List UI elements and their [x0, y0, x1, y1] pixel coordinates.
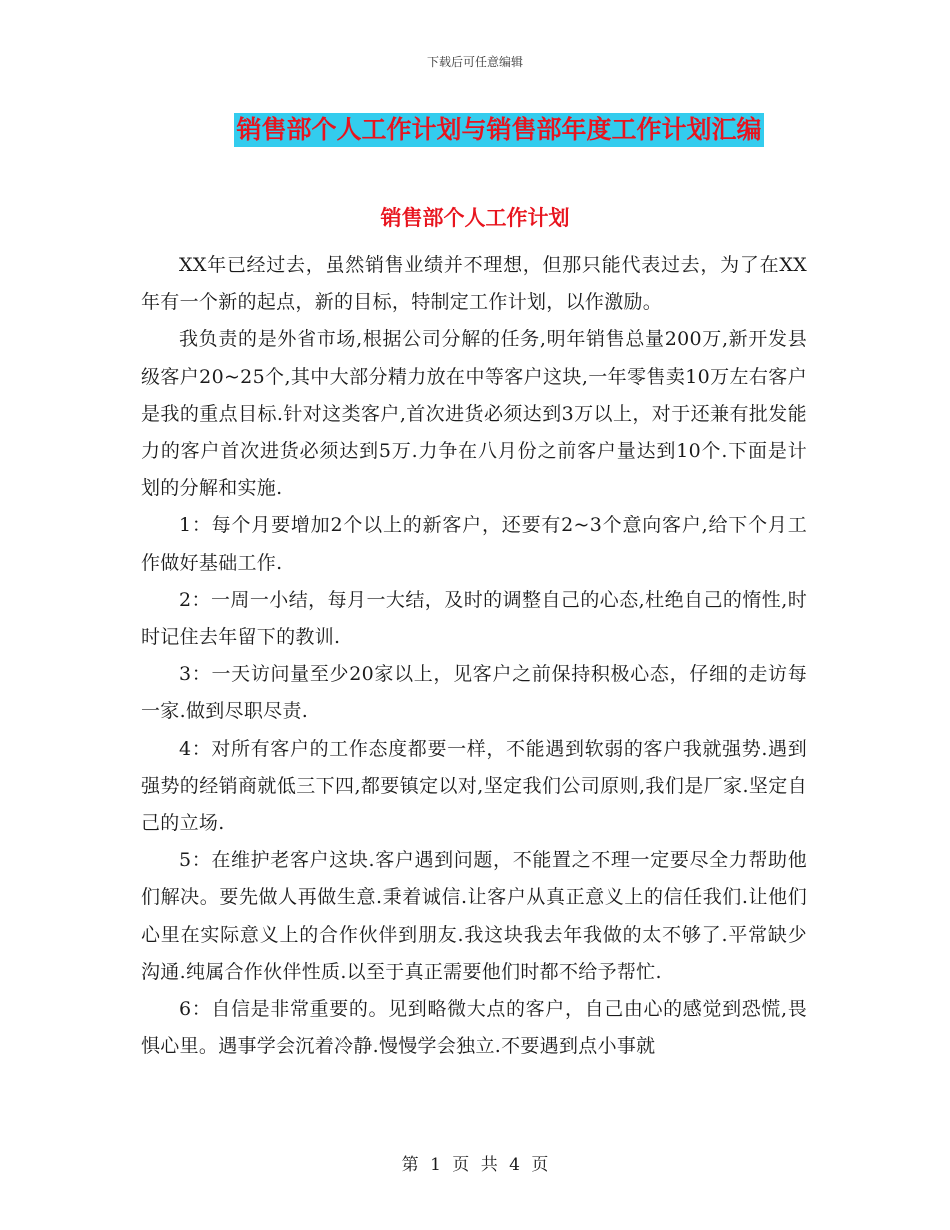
document-title: 销售部个人工作计划与销售部年度工作计划汇编 [234, 113, 763, 147]
paragraph: 6：自信是非常重要的。见到略微大点的客户，自己由心的感觉到恐慌,畏惧心里。遇事学会沉着冷静.慢慢学会独立.不要遇到点小事就 [141, 998, 807, 1058]
paragraph: 3：一天访问量至少20家以上，见客户之前保持积极心态，仔细的走访每一家.做到尽职尽责. [141, 663, 807, 723]
document-body [141, 247, 807, 1065]
paragraph: 2：一周一小结，每月一大结，及时的调整自己的心态,杜绝自己的惰性,时时记住去年留下的教训. [141, 588, 807, 649]
paragraph: 我负责的是外省市场,根据公司分解的任务,明年销售总量200万,新开发县级客户20~25个,其中大部分精力放在中等客户这块,一年零售卖10万左右客户是我的重点目标.针对这类客户,首次进货必须达到3万以上，对于还兼有批发能力的客户首次进货必须达到5万.力争在八月份之前客户量达到10个.下面是计划的分解和实施. [141, 328, 807, 500]
paragraph: 5：在维护老客户这块.客户遇到问题，不能置之不理一定要尽全力帮助他们解决。要先做人再做生意.秉着诚信.让客户从真正意义上的信任我们.让他们心里在实际意义上的合作伙伴到朋友.我这块我去年我做的太不够了.平常缺少沟通.纯属合作伙伴性质.以至于真正需要他们时都不给予帮忙. [141, 849, 807, 983]
paragraph: 4：对所有客户的工作态度都要一样，不能遇到软弱的客户我就强势.遇到强势的经销商就低三下四,都要镇定以对,坚定我们公司原则,我们是厂家.坚定自己的立场. [141, 737, 807, 835]
paragraph: 1：每个月要增加2个以上的新客户，还要有2~3个意向客户,给下个月工作做好基础工作. [141, 514, 807, 574]
page-number-footer: 第 1 页 共 4 页 [401, 1155, 549, 1175]
paragraph: XX年已经过去，虽然销售业绩并不理想，但那只能代表过去，为了在XX年有一个新的起点，新的目标，特制定工作计划，以作激励。 [141, 254, 807, 314]
page-header-note: 下载后可任意编辑 [426, 55, 523, 69]
document-title-container [0, 113, 950, 147]
section-title: 销售部个人工作计划 [380, 205, 570, 230]
